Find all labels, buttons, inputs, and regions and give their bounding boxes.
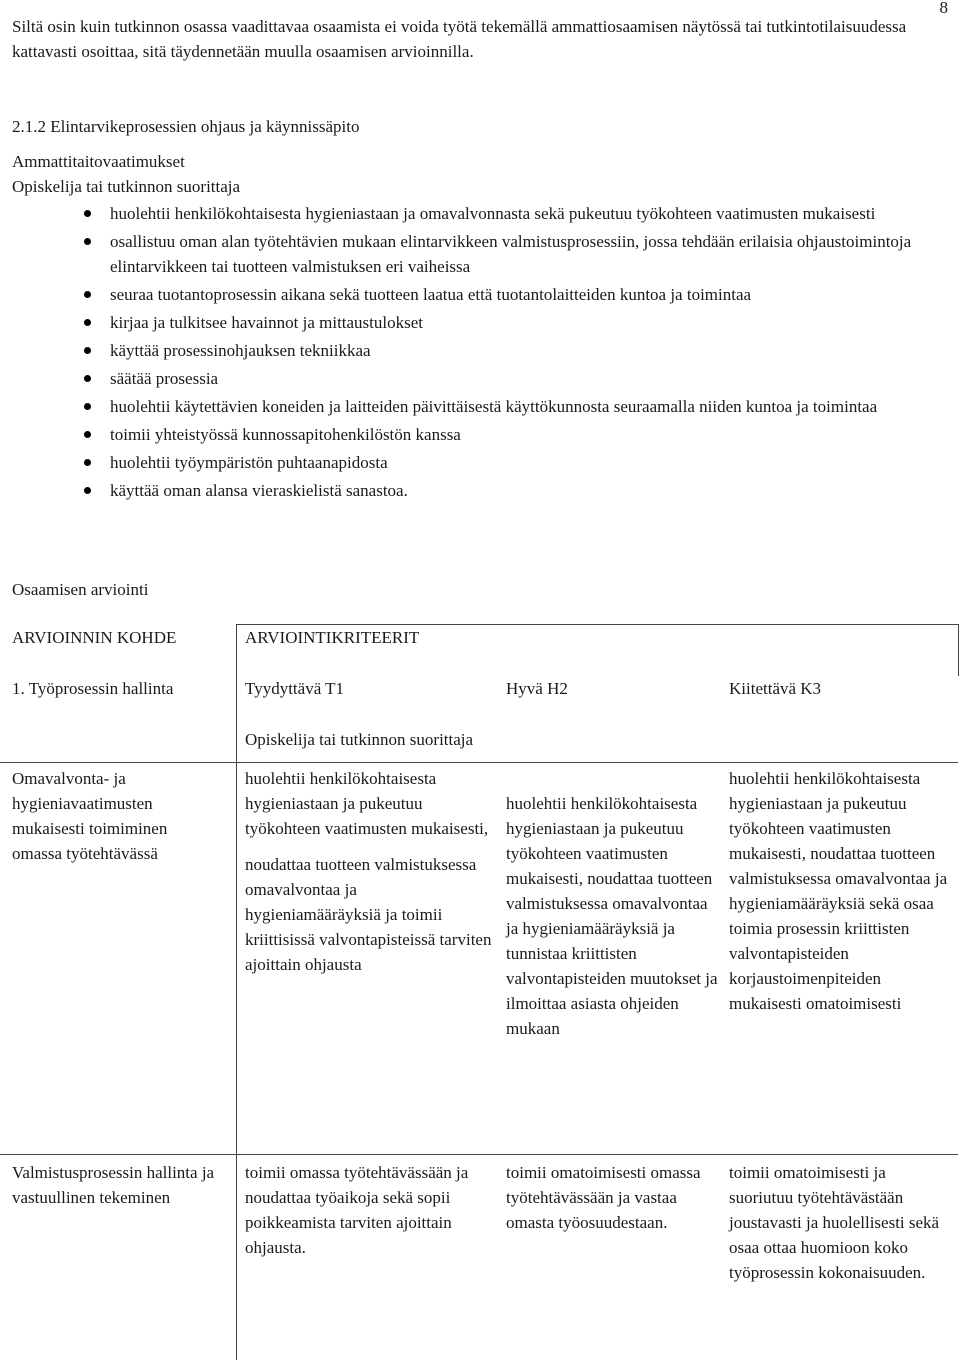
table-divider	[0, 1154, 958, 1155]
list-item: kirjaa ja tulkitsee havainnot ja mittaustulokset	[12, 310, 942, 335]
performer-label: Opiskelija tai tutkinnon suorittaja	[245, 730, 474, 749]
list-item: toimii yhteistyössä kunnossapitohenkilöstön kanssa	[12, 422, 942, 447]
row-h2: huolehtii henkilökohtaisesta hygieniastaan ja pukeutuu työkohteen vaatimusten mukaisesti, noudattaa tuotteen valmistuksessa omavalvontaa ja hygieniamääräyksiä ja tunnistaa kriittisten valvontapisteiden muutokset ja ilmoittaa asiasta ohjeiden mukaan	[506, 794, 718, 1038]
row-t1-part: noudattaa tuotteen valmistuksessa omavalvontaa ja hygieniamääräyksiä ja toimii kriittisissä valvontapisteissä tarviten ajoittain ohjausta	[245, 855, 492, 974]
section	[12, 114, 942, 506]
list-item: huolehtii käytettävien koneiden ja laitteiden päivittäisestä käyttökunnosta seuraamalla niiden kuntoa ja toimintaa	[12, 394, 942, 419]
list-item: säätää prosessia	[12, 366, 942, 391]
section-heading: 2.1.2 Elintarvikeprosessien ohjaus ja käynnissäpito	[12, 117, 360, 136]
target-header: ARVIOINNIN KOHDE	[12, 628, 177, 647]
level-k3: Kiitettävä K3	[729, 679, 822, 698]
row-t1-part: huolehtii henkilökohtaisesta hygieniastaan ja pukeutuu työkohteen vaatimusten mukaisesti,	[245, 769, 489, 838]
table-column-divider	[236, 624, 237, 1360]
requirements-list	[12, 201, 942, 503]
table-right-border	[958, 624, 959, 676]
intro-paragraph: Siltä osin kuin tutkinnon osassa vaadittavaa osaamista ei voida työtä tekemällä ammattiosaamisen näytössä tai tutkintotilaisuudessa kattavasti osoittaa, sitä täydennetään muulla osaamisen arvioinnilla.	[12, 17, 907, 61]
row-h2: toimii omatoimisesti omassa työtehtävässään ja vastaa omasta työosuudestaan.	[506, 1163, 701, 1232]
row-t1	[245, 766, 495, 977]
list-item: käyttää prosessinohjauksen tekniikkaa	[12, 338, 942, 363]
requirements-subtitle: Opiskelija tai tutkinnon suorittaja	[12, 177, 241, 196]
list-item: osallistuu oman alan työtehtävien mukaan elintarvikkeen valmistusprosessiin, jossa tehdään erilaisia ohjaustoimintoja elintarvikkeen tai tuotteen valmistuksen eri vaiheissa	[12, 229, 942, 279]
row-k3: toimii omatoimisesti ja suoriutuu työtehtävästään joustavasti ja huolellisesti sekä osaa ottaa huomioon koko työprosessin kokonaisuuden.	[729, 1163, 940, 1282]
list-item: seuraa tuotantoprosessin aikana sekä tuotteen laatua että tuotantolaitteiden kuntoa ja toimintaa	[12, 282, 942, 307]
assessment-table	[0, 624, 958, 1360]
page-number: 8	[939, 0, 948, 17]
row-target: Valmistusprosessin hallinta ja vastuullinen tekeminen	[12, 1163, 215, 1207]
assessment-title: Osaamisen arviointi	[12, 580, 149, 599]
list-item: huolehtii henkilökohtaisesta hygieniastaan ja omavalvonnasta sekä pukeutuu työkohteen vaatimusten mukaisesti	[12, 201, 942, 226]
level-h2: Hyvä H2	[506, 679, 568, 698]
row-target: Omavalvonta- ja hygieniavaatimusten mukaisesti toimiminen omassa työtehtävässä	[12, 769, 168, 863]
level-t1: Tyydyttävä T1	[245, 679, 345, 698]
list-item: käyttää oman alansa vieraskielistä sanastoa.	[12, 478, 942, 503]
requirements-title: Ammattitaitovaatimukset	[12, 152, 185, 171]
row-t1: toimii omassa työtehtävässään ja noudattaa työaikoja sekä sopii poikkeamista tarviten ajoittain ohjausta.	[245, 1163, 469, 1257]
row-k3: huolehtii henkilökohtaisesta hygieniastaan ja pukeutuu työkohteen vaatimusten mukaisesti, noudattaa tuotteen valmistuksessa omavalvontaa ja hygieniamääräyksiä sekä osaa toimia prosessin kriittisten valvontapisteiden korjaustoimenpiteiden mukaisesti omatoimisesti	[729, 769, 948, 1013]
criteria-header: ARVIOINTIKRITEERIT	[245, 628, 420, 647]
area-label: 1. Työprosessin hallinta	[12, 679, 174, 698]
list-item: huolehtii työympäristön puhtaanapidosta	[12, 450, 942, 475]
table-divider	[0, 762, 958, 763]
